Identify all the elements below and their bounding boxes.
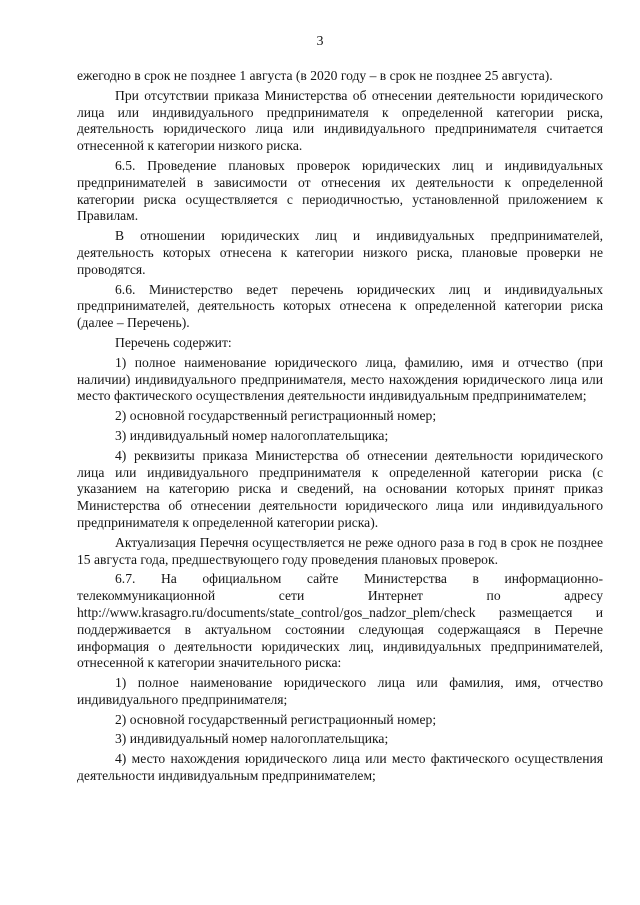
paragraph: 4) место нахождения юридического лица или место фактического осуществления деятельности индивидуальным предпринимателем;	[77, 751, 603, 784]
paragraph: Перечень содержит:	[115, 334, 232, 350]
paragraph: При отсутствии приказа Министерства об отнесении деятельности юридического лица или индивидуального предпринимателя к определенной категории риска, деятельность юридического лица или индивидуального предпринимателя считается отнесенной к категории низкого риска.	[77, 87, 603, 154]
paragraph: 2) основной государственный регистрационный номер;	[115, 711, 437, 727]
paragraph: ежегодно в срок не позднее 1 августа (в 2020 году – в срок не позднее 25 августа).	[77, 68, 553, 83]
paragraph: 6.6. Министерство ведет перечень юридических лиц и индивидуальных предпринимателей, деятельность которых отнесена к определенной категории риска (далее – Перечень).	[77, 281, 603, 331]
paragraph: 6.5. Проведение плановых проверок юридических лиц и индивидуальных предпринимателей в зависимости от отнесения их деятельности к определенной категории риска осуществляется с периодичностью, установленной приложением к Правилам.	[77, 157, 603, 224]
paragraph: 3) индивидуальный номер налогоплательщика;	[115, 731, 389, 747]
paragraph: В отношении юридических лиц и индивидуальных предпринимателей, деятельность которых отнесена к категории низкого риска, плановые проверки не проводятся.	[77, 228, 603, 277]
paragraph: Актуализация Перечня осуществляется не реже одного раза в год в срок не позднее 15 августа года, предшествующего году проведения плановых проверок.	[77, 534, 603, 567]
paragraph: 4) реквизиты приказа Министерства об отнесении деятельности юридического лица или индивидуального предпринимателя к определенной категории риска (с указанием на категорию риска и сведений, на основании которых принят приказ Министерства об отнесении деятельности юридического лица или индивидуального предпринимателя к определенной категории риска).	[77, 447, 603, 530]
paragraph: 1) полное наименование юридического лица или фамилия, имя, отчество индивидуального предпринимателя;	[77, 675, 603, 707]
paragraph: 3) индивидуальный номер налогоплательщика;	[115, 427, 389, 443]
document-body	[77, 68, 603, 785]
paragraph: 2) основной государственный регистрационный номер;	[115, 408, 437, 424]
paragraph: 6.7. На официальном сайте Министерства в информационно-телекоммуникационной сети Интернет по адресу http://www.krasagro.ru/documents/state_control/gos_nadzor_plem/check размещается и поддерживается в актуальном состоянии следующая содержащаяся в Перечне информация о деятельности юридических лиц, индивидуальных предпринимателей, отнесенной к категории значительного риска:	[77, 571, 603, 671]
paragraph: 1) полное наименование юридического лица, фамилию, имя и отчество (при наличии) индивидуального предпринимателя, место нахождения юридического лица или место фактического осуществления деятельности индивидуальным предпринимателем;	[77, 354, 603, 404]
page-number: 3	[316, 34, 324, 49]
